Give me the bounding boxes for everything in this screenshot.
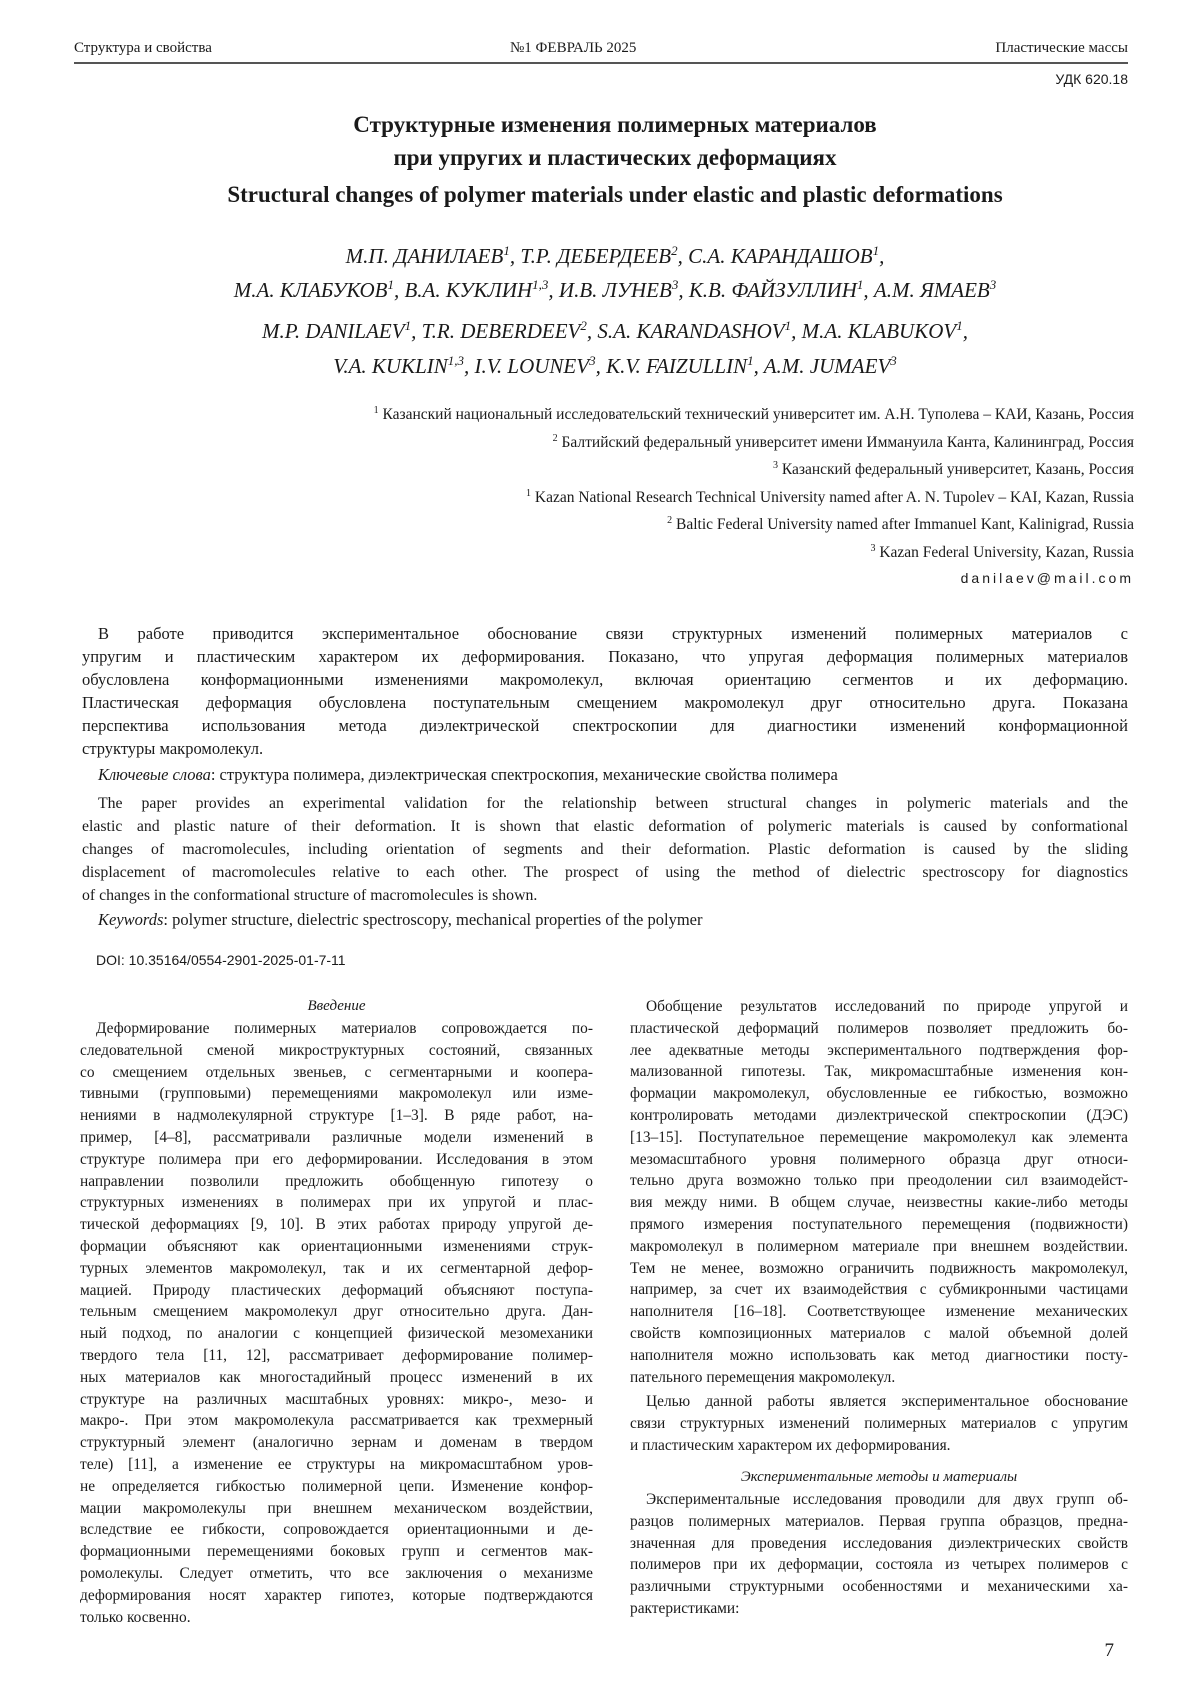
author-name: М.П. ДАНИЛАЕВ	[346, 244, 504, 268]
author-affiliation-sup: 3	[672, 277, 679, 292]
author-name: T.R. DEBERDEEV	[422, 319, 581, 343]
udk-code: УДК 620.18	[1055, 71, 1128, 87]
title-ru-line2: при упругих и пластических деформациях	[0, 145, 1200, 171]
author-affiliation-sup: 3	[890, 353, 897, 368]
section-heading-methods: Экспериментальные методы и материалы	[630, 1467, 1128, 1489]
authors-ru-line2: М.А. КЛАБУКОВ1, В.А. КУКЛИН1,3, И.В. ЛУНЕВ3, К.В. ФАЙЗУЛЛИН1, А.М. ЯМАЕВ3	[0, 277, 1200, 303]
text-line: мации макромолекулы при внешнем механическом воздействии,	[80, 1498, 593, 1520]
methods-paragraph	[630, 1489, 1128, 1620]
text-line: разцов полимерных материалов. Первая группа образцов, предна-	[630, 1511, 1128, 1533]
author-name: M.A. KLABUKOV	[802, 319, 957, 343]
text-line: ный подход, по аналогии с концепцией физической мезомеханики	[80, 1323, 593, 1345]
text-line: полимеров при их деформации, состояла из четырех полимеров с	[630, 1554, 1128, 1576]
affiliation-text: Балтийский федеральный университет имени Иммануила Канта, Калининград, Россия	[561, 434, 1134, 451]
right-paragraph-2	[630, 1391, 1128, 1456]
affiliation-number: 3	[773, 460, 778, 471]
author-affiliation-sup: 1	[873, 243, 880, 258]
text-line: Деформирование полимерных материалов сопровождается по-	[80, 1018, 593, 1040]
affiliation-number: 2	[553, 433, 558, 444]
text-line: формационными перемещениями боковых групп и сегментов мак-	[80, 1541, 593, 1563]
text-line: тельным смещением макромолекул друг относительно друга. Дан-	[80, 1301, 593, 1323]
title-ru-line1: Структурные изменения полимерных материалов	[0, 112, 1200, 138]
author-affiliation-sup: 1	[785, 318, 792, 333]
text-line: Тем не менее, возможно ограничить подвижность макромолекул,	[630, 1258, 1128, 1280]
text-line: только косвенно.	[80, 1607, 593, 1629]
text-line: вследствие ее гибкости, сопровождается ориентационными и де-	[80, 1519, 593, 1541]
running-header-issue: №1 ФЕВРАЛЬ 2025	[510, 40, 636, 57]
text-line: различными структурными особенностями и механическими ха-	[630, 1576, 1128, 1598]
running-header-section: Структура и свойства	[74, 40, 212, 57]
title-en: Structural changes of polymer materials under elastic and plastic deformations	[0, 182, 1200, 208]
affiliation	[374, 405, 1134, 424]
text-line: мализованной гипотезы. Так, микромасштабные изменения кон-	[630, 1061, 1128, 1083]
text-line: перспектива использования метода диэлектрической спектроскопии для диагностики изменений конформационной	[82, 714, 1128, 737]
text-line: elastic and plastic nature of their deformation. It is shown that elastic deformation of polymeric materials is caused by conformational	[82, 815, 1128, 838]
text-line: displacement of macromolecules relative to each other. The prospect of using the method of dielectric spectroscopy for diagnostics	[82, 861, 1128, 884]
affiliation-number: 1	[526, 488, 531, 499]
email-link[interactable]: danilaev@mail.com	[961, 570, 1134, 586]
author-name: Т.Р. ДЕБЕРДЕЕВ	[520, 244, 671, 268]
text-line: твердого тела [11, 12], рассматривает деформирование полимер-	[80, 1345, 593, 1367]
author-affiliation-sup: 1,3	[532, 277, 548, 292]
text-line: мезомасштабного уровня полимерного образца друг относи-	[630, 1149, 1128, 1171]
keywords-en-label: Keywords	[98, 910, 163, 929]
text-line: нениями в надмолекулярной структуре [1–3]. В ряде работ, на-	[80, 1105, 593, 1127]
text-line: формации макромолекул, обусловленные ее гибкостью, возможно	[630, 1083, 1128, 1105]
text-line: наполнителя [16–18]. Соответствующее изменение механических	[630, 1301, 1128, 1323]
abstract-ru	[82, 622, 1128, 761]
text-line: вия между ними. В общем случае, неизвестны какие-либо методы	[630, 1192, 1128, 1214]
author-name: S.A. KARANDASHOV	[597, 319, 784, 343]
page-number: 7	[1105, 1640, 1115, 1662]
text-line: тельно друга возможно только при преодолении сил взаимодейст-	[630, 1170, 1128, 1192]
text-line: пример, [4–8], рассматривали различные модели изменений в	[80, 1127, 593, 1149]
author-name: A.M. JUMAEV	[764, 354, 891, 378]
text-line: деформирования носят характер гипотез, которые подтверждаются	[80, 1585, 593, 1607]
text-line: ных материалов как многостадийный процесс изменений в их	[80, 1367, 593, 1389]
author-affiliation-sup: 1,3	[448, 353, 464, 368]
keywords-ru	[98, 765, 838, 785]
running-header-journal: Пластические массы	[995, 40, 1128, 57]
authors-ru-line1: М.П. ДАНИЛАЕВ1, Т.Р. ДЕБЕРДЕЕВ2, С.А. КАРАНДАШОВ1,	[0, 243, 1200, 269]
text-line: например, за счет их взаимодействия с субмикронными частицами	[630, 1279, 1128, 1301]
author-affiliation-sup: 1	[387, 277, 394, 292]
text-line: структурный элемент (аналогично зернам и доменам в твердом	[80, 1432, 593, 1454]
text-line: The paper provides an experimental validation for the relationship between structural changes in polymeric materials and the	[82, 792, 1128, 815]
author-affiliation-sup: 1	[747, 353, 754, 368]
intro-paragraph	[80, 1018, 593, 1628]
affiliation	[526, 488, 1134, 507]
text-line: тической деформациях [9, 10]. В этих работах природу упругой де-	[80, 1214, 593, 1236]
text-line: [13–15]. Поступательное перемещение макромолекул как элемента	[630, 1127, 1128, 1149]
affiliation-text: Казанский национальный исследовательский технический университет им. А.Н. Туполева – КАИ, Казань, Россия	[382, 406, 1134, 423]
text-line: of changes in the conformational structure of macromolecules is shown.	[82, 884, 1128, 907]
text-line: структуре полимера при его деформировании. Исследования в этом	[80, 1149, 593, 1171]
right-paragraph-1	[630, 996, 1128, 1388]
authors-en-line2: V.A. KUKLIN1,3, I.V. LOUNEV3, K.V. FAIZULLIN1, A.M. JUMAEV3	[0, 353, 1200, 379]
authors-en-line1: M.P. DANILAEV1, T.R. DEBERDEEV2, S.A. KARANDASHOV1, M.A. KLABUKOV1,	[0, 318, 1200, 344]
text-line: направлении позволили предложить обобщенную гипотезу о	[80, 1171, 593, 1193]
text-line: тивными (групповыми) перемещениями макромолекул или изме-	[80, 1083, 593, 1105]
affiliation	[553, 433, 1134, 452]
text-line: макро-. При этом макромолекула рассматривается как трехмерный	[80, 1410, 593, 1432]
text-line: не определяется гибкостью полимерной цепи. Изменение конфор-	[80, 1476, 593, 1498]
text-line: структуры макромолекул.	[82, 737, 1128, 760]
keywords-ru-label: Ключевые слова	[98, 765, 211, 784]
text-line: со смещением отдельных звеньев, с сегментарными и коопера-	[80, 1062, 593, 1084]
author-affiliation-sup: 3	[990, 277, 997, 292]
author-name: М.А. КЛАБУКОВ	[234, 278, 388, 302]
affiliation-number: 2	[667, 515, 672, 526]
author-affiliation-sup: 1	[405, 318, 412, 333]
text-line: упругим и пластическим характером их деформирования. Показано, что упругая деформация полимерных материалов	[82, 645, 1128, 668]
text-line: теле) [11], а изменение ее структуры на микромасштабном уров-	[80, 1454, 593, 1476]
text-line: обусловлена конформационными изменениями макромолекул, включая ориентацию сегментов и их деформацию.	[82, 668, 1128, 691]
text-line: турных элементов макромолекул, так и их сегментарной дефор-	[80, 1258, 593, 1280]
text-line: наполнителя можно использовать как метод диагностики посту-	[630, 1345, 1128, 1367]
text-line: и пластическим характером их деформирования.	[630, 1435, 1128, 1457]
affiliation	[773, 460, 1134, 479]
author-name: С.А. КАРАНДАШОВ	[688, 244, 872, 268]
text-line: пластической деформаций полимеров позволяет предложить бо-	[630, 1018, 1128, 1040]
text-line: мацией. Природу пластических деформаций объясняют поступа-	[80, 1280, 593, 1302]
text-line: структурных изменениях в полимерах при их упругой и плас-	[80, 1192, 593, 1214]
affiliation-number: 3	[870, 543, 875, 554]
text-line: В работе приводится экспериментальное обоснование связи структурных изменений полимерных материалов с	[82, 622, 1128, 645]
text-line: Пластическая деформация обусловлена поступательным смещением макромолекул друг относительно друга. Показана	[82, 691, 1128, 714]
affiliation-text: Baltic Federal University named after Immanuel Kant, Kalinigrad, Russia	[676, 516, 1134, 533]
affiliation	[870, 543, 1134, 562]
author-name: А.М. ЯМАЕВ	[874, 278, 990, 302]
author-name: K.V. FAIZULLIN	[606, 354, 747, 378]
text-line: ромолекулы. Следует отметить, что все заключения о механизме	[80, 1563, 593, 1585]
affiliation-text: Kazan National Research Technical University named after A. N. Tupolev – KAI, Kazan, Russia	[535, 489, 1134, 506]
text-line: Целью данной работы является экспериментальное обоснование	[630, 1391, 1128, 1413]
author-affiliation-sup: 1	[956, 318, 963, 333]
author-name: V.A. KUKLIN	[333, 354, 448, 378]
author-affiliation-sup: 3	[589, 353, 596, 368]
text-line: структуре на различных масштабных уровнях: микро-, мезо- и	[80, 1389, 593, 1411]
text-line: прямого измерения поступательного перемещения (подвижности)	[630, 1214, 1128, 1236]
keywords-en	[98, 910, 703, 930]
text-line: следовательной сменой микроструктурных состояний, связанных	[80, 1040, 593, 1062]
author-name: К.В. ФАЙЗУЛЛИН	[689, 278, 857, 302]
keywords-en-text: : polymer structure, dielectric spectroscopy, mechanical properties of the polymer	[163, 910, 702, 929]
text-line: значенная для проведения исследования диэлектрических свойств	[630, 1533, 1128, 1555]
affiliation-number: 1	[374, 405, 379, 416]
author-name: В.А. КУКЛИН	[404, 278, 532, 302]
author-affiliation-sup: 2	[580, 318, 587, 333]
text-line: свойств композиционных материалов с малой объемной долей	[630, 1323, 1128, 1345]
header-rule	[74, 62, 1128, 64]
author-name: M.P. DANILAEV	[262, 319, 405, 343]
affiliation	[667, 515, 1134, 534]
author-affiliation-sup: 2	[671, 243, 678, 258]
section-heading-intro: Введение	[80, 996, 593, 1018]
text-line: макромолекул в полимерном материале при внешнем воздействии.	[630, 1236, 1128, 1258]
text-line: changes of macromolecules, including orientation of segments and their deformation. Plastic deformation is caused by the sliding	[82, 838, 1128, 861]
author-affiliation-sup: 1	[503, 243, 510, 258]
author-name: И.В. ЛУНЕВ	[559, 278, 672, 302]
text-line: рактеристиками:	[630, 1598, 1128, 1620]
affiliation-text: Казанский федеральный университет, Казань, Россия	[782, 461, 1134, 478]
text-line: контролировать методами диэлектрической спектроскопии (ДЭС)	[630, 1105, 1128, 1127]
text-line: связи структурных изменений полимерных материалов с упругим	[630, 1413, 1128, 1435]
text-line: формации объясняют как ориентационными изменениями струк-	[80, 1236, 593, 1258]
doi: DOI: 10.35164/0554-2901-2025-01-7-11	[96, 952, 346, 968]
affiliation-text: Kazan Federal University, Kazan, Russia	[879, 544, 1134, 561]
text-line: Обобщение результатов исследований по природе упругой и	[630, 996, 1128, 1018]
text-line: Экспериментальные исследования проводили для двух групп об-	[630, 1489, 1128, 1511]
keywords-ru-text: : структура полимера, диэлектрическая спектроскопия, механические свойства полимера	[211, 765, 838, 784]
text-line: лее адекватные методы экспериментального подтверждения фор-	[630, 1040, 1128, 1062]
text-line: пательного перемещения макромолекул.	[630, 1367, 1128, 1389]
author-affiliation-sup: 1	[857, 277, 864, 292]
abstract-en	[82, 792, 1128, 907]
author-name: I.V. LOUNEV	[475, 354, 590, 378]
